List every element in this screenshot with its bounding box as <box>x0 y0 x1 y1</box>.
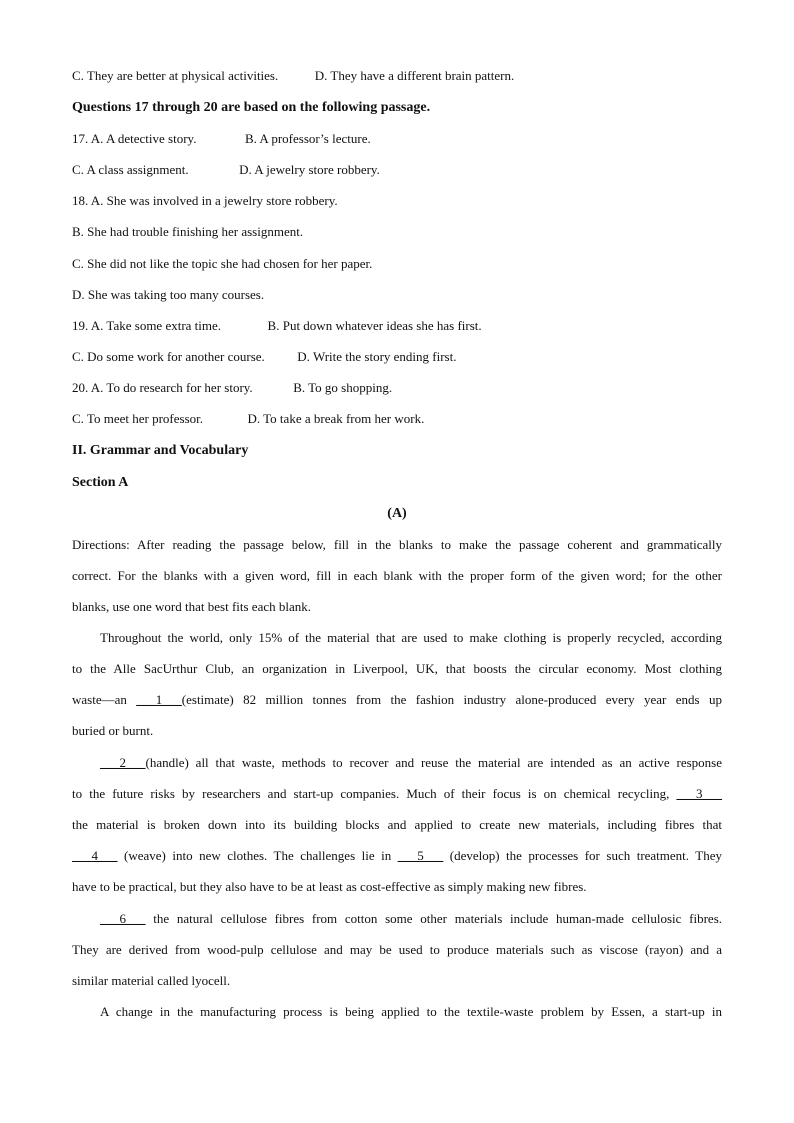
para3-line-3: similar material called lyocell. <box>72 973 231 988</box>
q19-option-a[interactable]: 19. A. Take some extra time. <box>72 318 222 333</box>
para1-line-3 <box>72 692 722 708</box>
q17-row-1 <box>72 131 371 147</box>
directions-line-3: blanks, use one word that best fits each blank. <box>72 599 311 614</box>
q18-option-d[interactable]: D. She was taking too many courses. <box>72 287 265 302</box>
passage-label: (A) <box>387 506 407 521</box>
q20-option-b[interactable]: B. To go shopping. <box>293 380 393 395</box>
para2-line-2-text: to the future risks by researchers and start-up companies. Much of their focus is on chemical recycling, <box>72 786 670 801</box>
q18-option-c[interactable]: C. She did not like the topic she had chosen for her paper. <box>72 256 373 271</box>
para3-line-1-text: the natural cellulose fibres from cotton some other materials include human-made cellulosic fibres. <box>153 911 723 926</box>
blank-3[interactable]: ___3___ <box>676 786 722 801</box>
q20-option-d[interactable]: D. To take a break from her work. <box>247 411 425 426</box>
para2-line-1-text: (handle) all that waste, methods to recover and reuse the material are intended as an active response <box>145 755 722 770</box>
blank-5[interactable]: ___5___ <box>397 848 444 863</box>
para1-line-4: buried or burnt. <box>72 723 154 738</box>
q17-row-2 <box>72 162 380 178</box>
para2-line-2 <box>72 786 722 802</box>
directions-line-1: Directions: After reading the passage below, fill in the blanks to make the passage coherent and grammatically <box>72 537 722 552</box>
para2-line-3: the material is broken down into its building blocks and applied to create new materials, including fibres that <box>72 817 722 832</box>
q19-option-c[interactable]: C. Do some work for another course. <box>72 349 265 364</box>
para2-line-1 <box>72 755 722 771</box>
para4-line-1: A change in the manufacturing process is being applied to the textile-waste problem by Essen, a start-up in <box>100 1004 722 1019</box>
para1-line-3-end: (estimate) 82 million tonnes from the fashion industry alone-produced every year ends up <box>181 692 722 707</box>
para1-line-2: to the Alle SacUrthur Club, an organization in Liverpool, UK, that boosts the circular economy. Most clothing <box>72 661 722 676</box>
para2-line-4 <box>72 848 722 864</box>
q18-option-a[interactable]: 18. A. She was involved in a jewelry store robbery. <box>72 193 338 208</box>
para1-line-1: Throughout the world, only 15% of the material that are used to make clothing is properly recycled, according <box>100 630 722 645</box>
q19-option-d[interactable]: D. Write the story ending first. <box>297 349 457 364</box>
blank-6[interactable]: ___6___ <box>100 911 146 926</box>
q17-option-d[interactable]: D. A jewelry store robbery. <box>239 162 380 177</box>
blank-1[interactable]: ___1___ <box>136 692 182 707</box>
q19-row-2 <box>72 349 456 365</box>
blank-4[interactable]: ___4___ <box>72 848 118 863</box>
q19-row-1 <box>72 318 482 334</box>
q19-option-b[interactable]: B. Put down whatever ideas she has first. <box>267 318 482 333</box>
directions-line-2: correct. For the blanks with a given word, fill in each blank with the proper form of the given word; for the other <box>72 568 722 583</box>
q17-option-a[interactable]: 17. A. A detective story. <box>72 131 197 146</box>
q20-row-2 <box>72 411 424 427</box>
para2-line-5: have to be practical, but they also have to be at least as cost-effective as simply making new fibres. <box>72 879 587 894</box>
questions-17-20-heading: Questions 17 through 20 are based on the following passage. <box>72 100 431 115</box>
q20-option-a[interactable]: 20. A. To do research for her story. <box>72 380 253 395</box>
q20-option-c[interactable]: C. To meet her professor. <box>72 411 203 426</box>
q18-option-b[interactable]: B. She had trouble finishing her assignment. <box>72 224 304 239</box>
para2-line-4-mid: (weave) into new clothes. The challenges lie in <box>124 848 392 863</box>
q16-options-row <box>72 68 514 84</box>
para2-line-4-end: (develop) the processes for such treatment. They <box>449 848 723 863</box>
para1-line-3-start: waste—an <box>72 692 127 707</box>
section-a-title: Section A <box>72 475 129 490</box>
q17-option-b[interactable]: B. A professor’s lecture. <box>244 131 371 146</box>
q17-option-c[interactable]: C. A class assignment. <box>72 162 189 177</box>
q16-option-c[interactable]: C. They are better at physical activities. <box>72 68 279 83</box>
blank-2[interactable]: ___2___ <box>100 755 146 770</box>
para3-line-2: They are derived from wood-pulp cellulose and may be used to produce materials such as viscose (rayon) and a <box>72 942 722 957</box>
q16-option-d[interactable]: D. They have a different brain pattern. <box>314 68 515 83</box>
q20-row-1 <box>72 380 392 396</box>
para3-line-1 <box>72 911 722 927</box>
part-2-title: II. Grammar and Vocabulary <box>72 443 249 458</box>
